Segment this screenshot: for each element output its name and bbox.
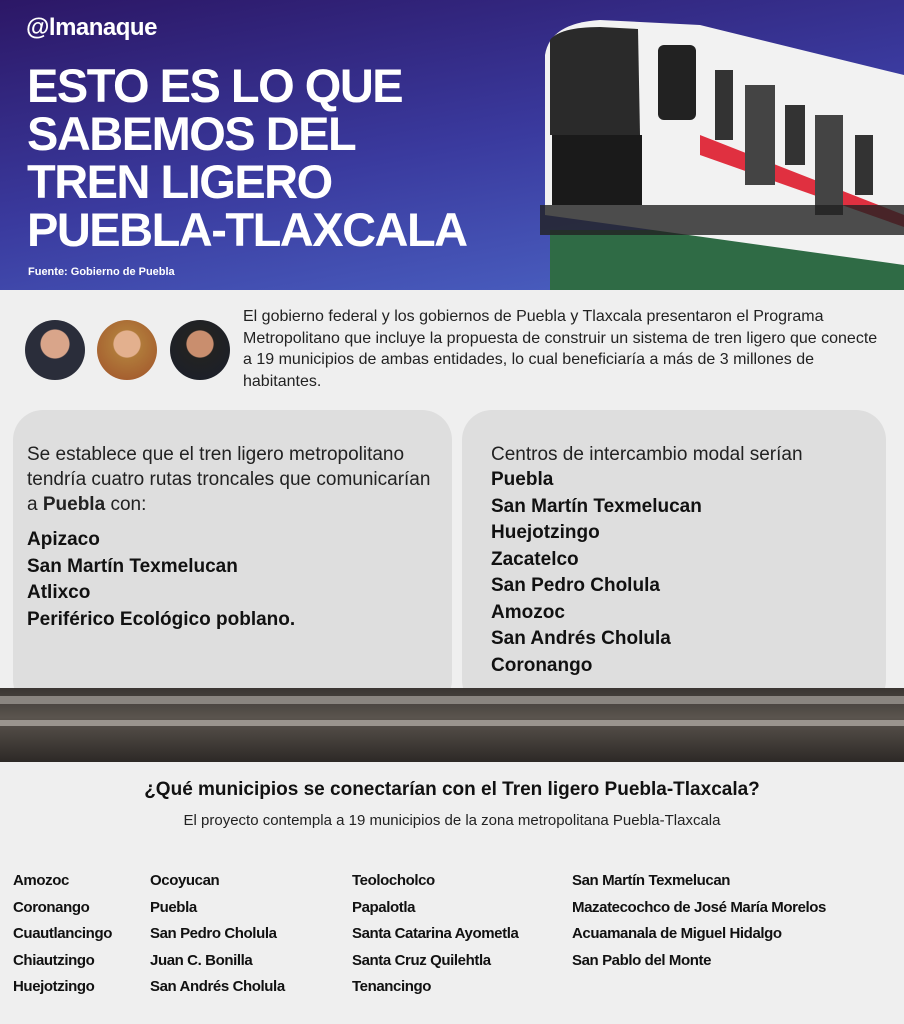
- avatar-tlaxcala: [97, 320, 157, 380]
- municipio: San Pedro Cholula: [150, 925, 277, 943]
- municipio: Santa Catarina Ayometla: [352, 925, 519, 943]
- routes-list: [27, 527, 438, 633]
- page-title: [27, 59, 467, 256]
- municipio: Tenancingo: [352, 978, 432, 996]
- title-line: ESTO ES LO QUE: [27, 59, 403, 112]
- center-item: San Martín Texmelucan: [491, 495, 702, 517]
- municipios-column: [150, 868, 285, 1001]
- center-item: San Pedro Cholula: [491, 575, 660, 596]
- routes-lead: Se establece que el tren ligero metropolitano tendría cuatro rutas troncales que comunicarían a Puebla con:: [27, 444, 431, 515]
- route-item: Apizaco: [27, 529, 100, 550]
- municipio: Puebla: [150, 898, 197, 916]
- routes-card: [13, 410, 452, 710]
- municipio: Amozoc: [13, 872, 69, 889]
- municipio: Papalotla: [352, 898, 416, 916]
- municipio: San Pablo del Monte: [572, 951, 712, 969]
- intro-text: El gobierno federal y los gobiernos de Puebla y Tlaxcala presentaron el Programa Metropolitano que incluye la propuesta de construir un sistema de tren ligero que conecte a 19 municipios de ambas entidades, lo cual beneficiaría a más de 3 millones de habitantes.: [243, 308, 878, 390]
- municipio: Juan C. Bonilla: [150, 951, 253, 969]
- municipio: Chiautzingo: [13, 951, 95, 969]
- municipio: Teolocholco: [352, 872, 435, 889]
- railway-track-image: [0, 688, 904, 762]
- municipio: San Martín Texmelucan: [572, 872, 731, 889]
- municipio: Huejotzingo: [13, 978, 95, 996]
- center-item: Huejotzingo: [491, 522, 600, 543]
- route-item: Periférico Ecológico poblano.: [27, 608, 296, 630]
- centers-list: [491, 467, 857, 679]
- municipio: Mazatecochco de José María Morelos: [572, 898, 826, 916]
- center-item: Zacatelco: [491, 548, 579, 570]
- municipios-subtitle: El proyecto contempla a 19 municipios de la zona metropolitana Puebla-Tlaxcala: [183, 812, 721, 829]
- train-image: [540, 15, 904, 290]
- header-banner: [0, 0, 904, 290]
- municipio: Acuamanala de Miguel Hidalgo: [572, 925, 782, 943]
- center-item: Puebla: [491, 469, 554, 490]
- avatar-puebla: [170, 320, 230, 380]
- brand-logo: @lmanaque: [26, 14, 157, 41]
- municipio: Coronango: [13, 898, 90, 916]
- center-item: Coronango: [491, 654, 593, 676]
- route-item: Atlixco: [27, 582, 91, 603]
- municipios-column: [572, 868, 826, 974]
- source-note: Fuente: Gobierno de Puebla: [28, 266, 175, 278]
- municipio: San Andrés Cholula: [150, 978, 285, 996]
- municipios-column: [13, 868, 112, 1001]
- municipio: Ocoyucan: [150, 872, 220, 889]
- center-item: Amozoc: [491, 601, 565, 623]
- centers-card: [462, 410, 886, 710]
- centers-lead: Centros de intercambio modal serían: [491, 444, 803, 465]
- municipio: Santa Cruz Quilehtla: [352, 951, 491, 969]
- center-item: San Andrés Cholula: [491, 628, 671, 649]
- municipios-column: [352, 868, 518, 1001]
- route-item: San Martín Texmelucan: [27, 555, 238, 577]
- municipios-question: ¿Qué municipios se conectarían con el Tren ligero Puebla-Tlaxcala?: [144, 779, 760, 800]
- title-line: TREN LIGERO: [27, 155, 332, 208]
- avatar-federal: [25, 320, 85, 380]
- municipio: Cuautlancingo: [13, 925, 112, 943]
- title-line: SABEMOS DEL: [27, 107, 356, 160]
- title-line: PUEBLA-TLAXCALA: [27, 203, 467, 256]
